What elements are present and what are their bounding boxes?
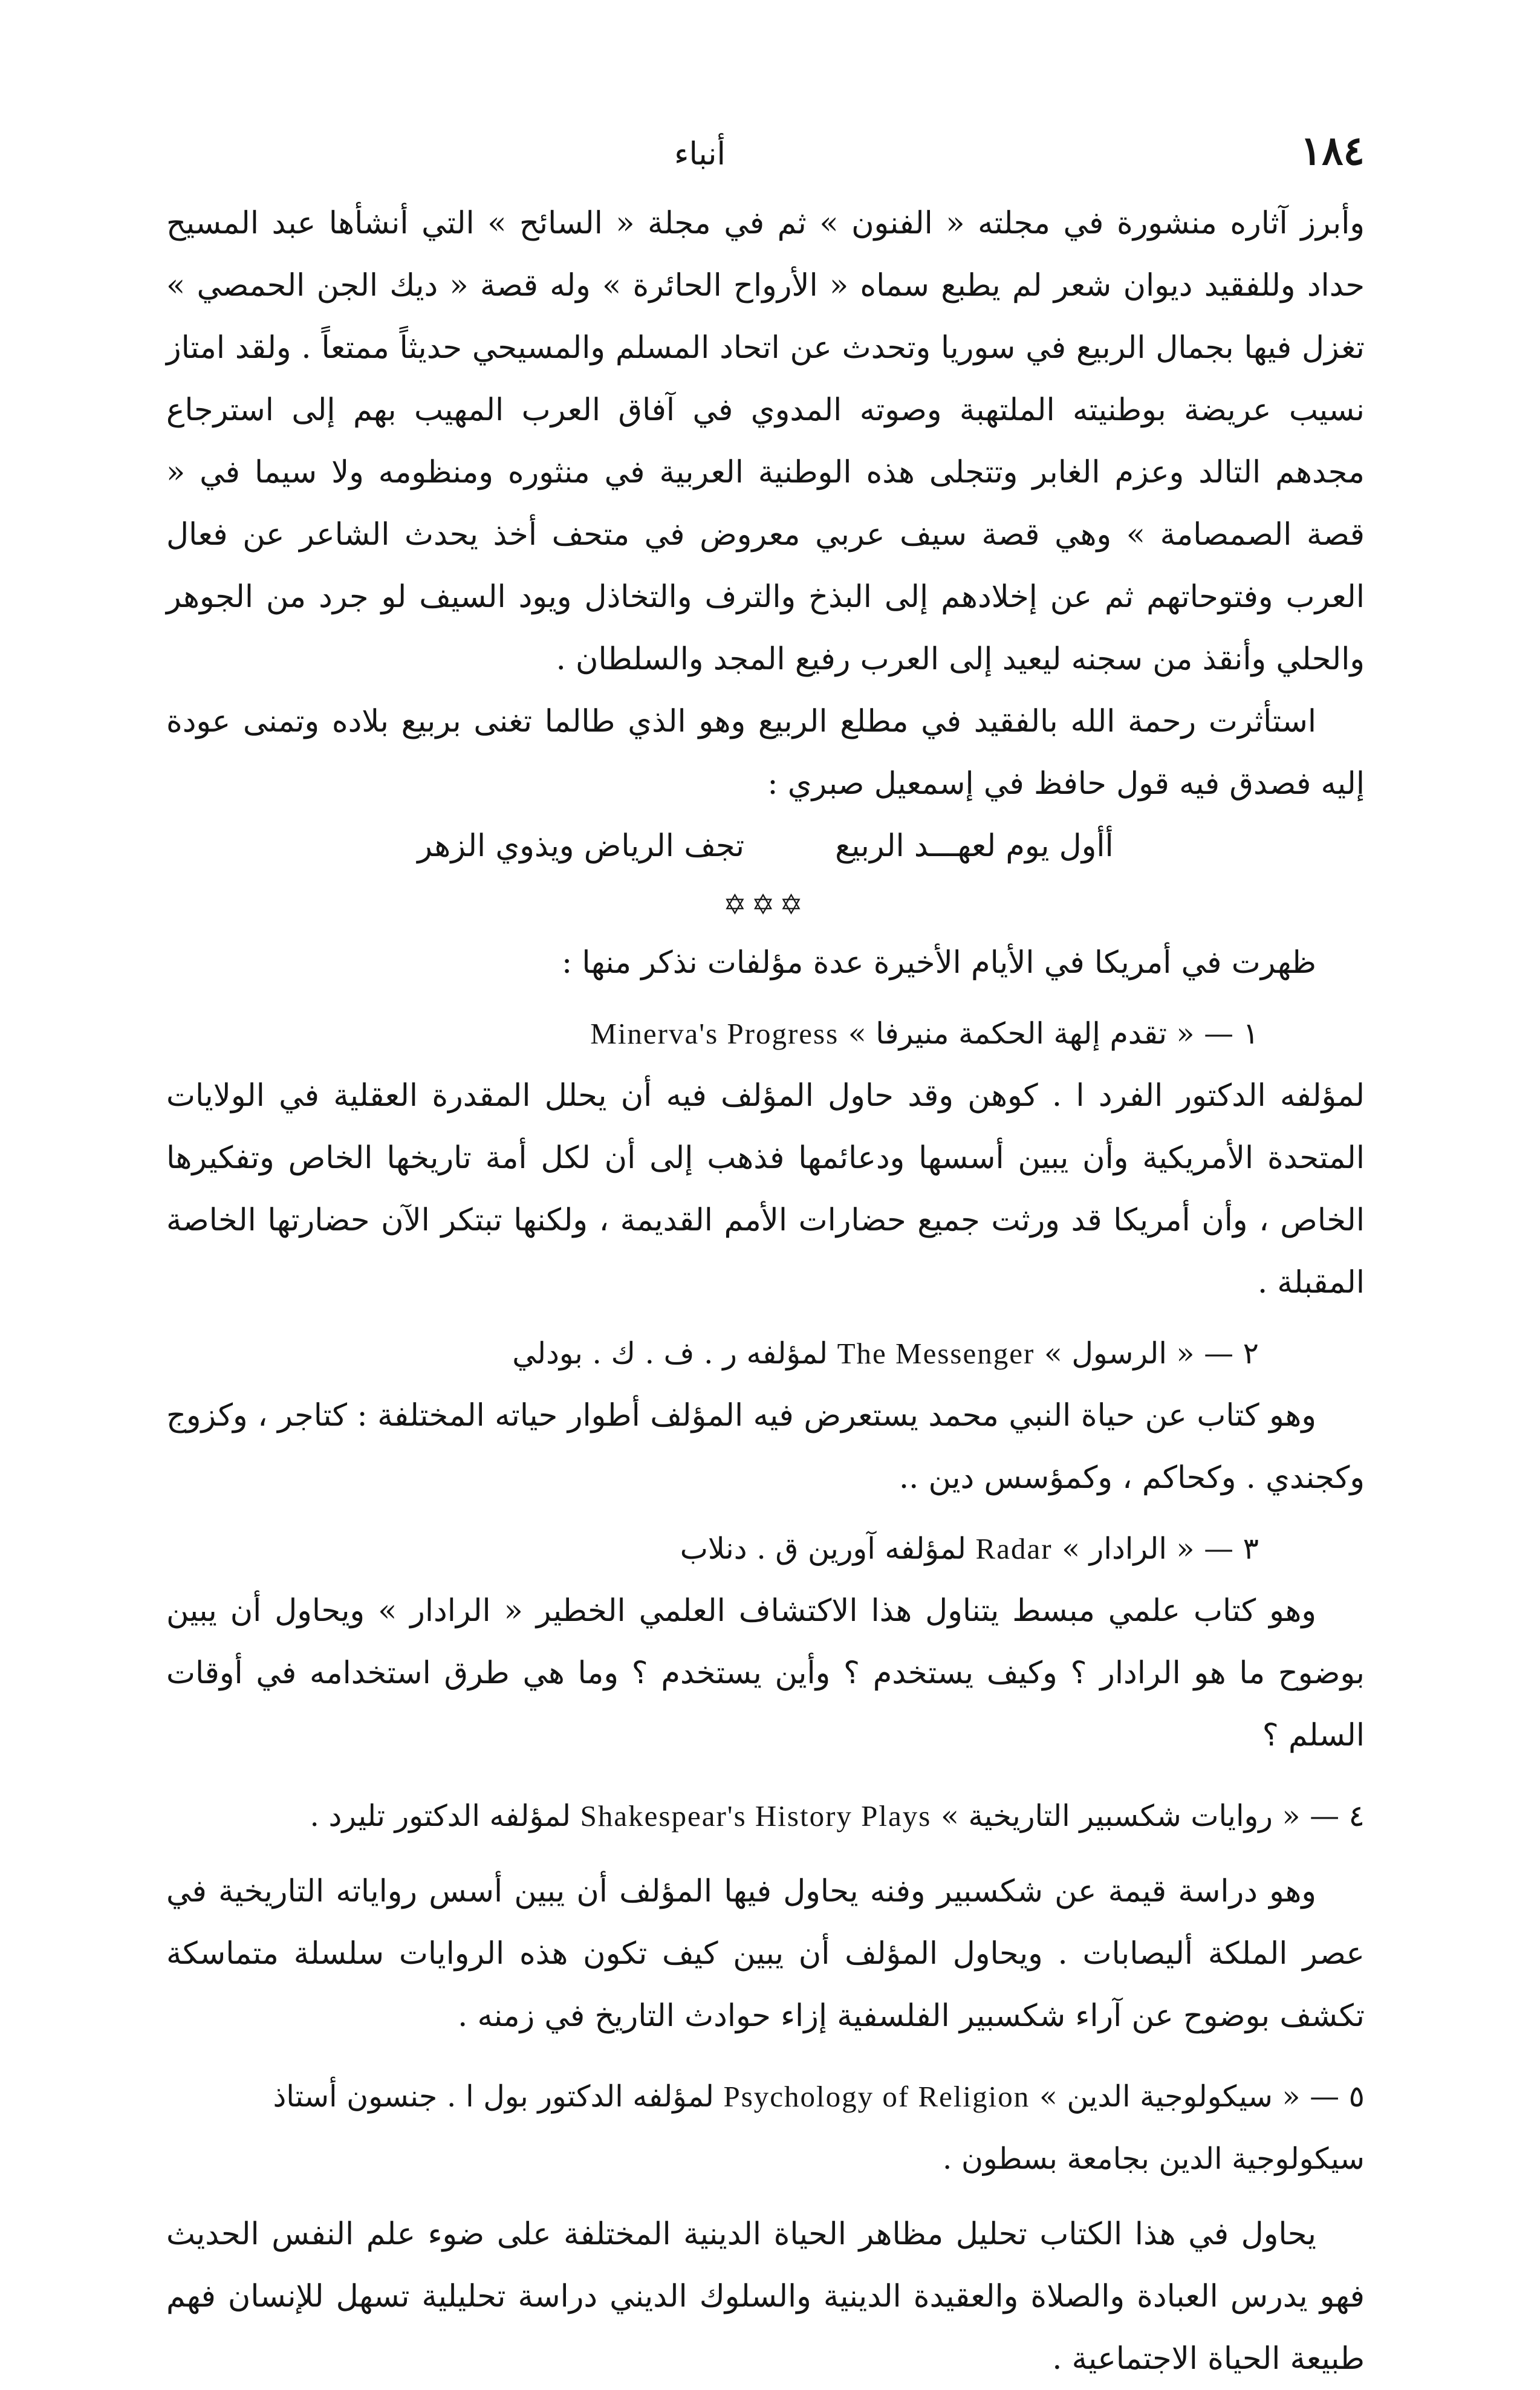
book-title-arabic: ٢ — « الرسول »: [1044, 1336, 1259, 1371]
book-title-1: [166, 1002, 1259, 1065]
running-title: أنباء: [674, 136, 726, 172]
page-number: ١٨٤: [1300, 127, 1365, 174]
book-title-english: Radar: [975, 1532, 1053, 1565]
verse-line: [166, 815, 1365, 877]
book-title-arabic: ٥ — « سيكولوجية الدين »: [1039, 2079, 1365, 2114]
paragraph-obituary: وأبرز آثاره منشورة في مجلته « الفنون » ثم في مجلة « السائح » التي أنشأها عبد المسيح حداد وللفقيد ديوان شعر لم يطبع سماه « الأرواح الحائرة » وله قصة « ديك الجن الحمصي » تغزل فيها بجمال الربيع في سوريا وتحدث عن اتحاد المسلم والمسيحي حديثاً ممتعاً . ولقد امتاز نسيب عريضة بوطنيته الملتهبة وصوته المدوي في آفاق العرب المهيب بهم إلى استرجاع مجدهم التالد وعزم الغابر وتتجلى هذه الوطنية العربية في منثوره ومنظومه ولا سيما في « قصة الصمصامة » وهي قصة سيف عربي معروض في متحف أخذ يحدث الشاعر عن فعال العرب وفتوحاتهم ثم عن إخلادهم إلى البذخ والترف والتخاذل ويود السيف لو جرد من الجوهر والحلي وأنقذ من سجنه ليعيد إلى العرب رفيع المجد والسلطان .: [166, 206, 1365, 677]
book-author: لمؤلفه الدكتور بول ا . جنسون أستاذ سيكولوجية الدين بجامعة بسطون .: [273, 2079, 1365, 2176]
book-title-english: Psychology of Religion: [723, 2080, 1030, 2113]
book-description-3: وهو كتاب علمي مبسط يتناول هذا الاكتشاف العلمي الخطير « الرادار » ويحاول أن يبين بوضوح ما هو الرادار ؟ وكيف يستخدم ؟ وأين يستخدم ؟ وما هي طرق استخدامه في أوقات السلم ؟: [166, 1593, 1365, 1753]
verse-hemistich-second: تجف الرياض ويذوي الزهر: [417, 828, 745, 864]
section-separator: ✡✡✡: [723, 888, 808, 921]
book-title-english: The Messenger: [837, 1337, 1035, 1370]
book-title-2: [166, 1322, 1259, 1385]
book-title-5: [166, 2065, 1365, 2190]
book-description-1: لمؤلفه الدكتور الفرد ا . كوهن وقد حاول المؤلف فيه أن يحلل المقدرة العقلية في الولايات المتحدة الأمريكية وأن يبين أسسها ودعائمها فذهب إلى أن لكل أمة تاريخها الخاص وتفكيرها الخاص ، وأن أمريكا قد ورثت جميع حضارات الأمم القديمة ، ولكنها تبتكر الآن حضارتها الخاصة المقبلة .: [166, 1078, 1365, 1301]
paragraph-passing: استأثرت رحمة الله بالفقيد في مطلع الربيع وهو الذي طالما تغنى بربيع بلاده وتمنى عودة إليه فصدق فيه قول حافظ في إسمعيل صبري :: [166, 704, 1365, 802]
book-author: لمؤلفه ر . ف . ك . بودلي: [512, 1336, 828, 1371]
book-author: لمؤلفه الدكتور تليرد .: [310, 1799, 571, 1833]
book-title-arabic: ٤ — « روايات شكسبير التاريخية »: [940, 1799, 1365, 1833]
page-header: [166, 127, 1365, 174]
book-title-english: Shakespear's History Plays: [580, 1799, 932, 1833]
book-description-2: وهو كتاب عن حياة النبي محمد يستعرض فيه المؤلف أطوار حياته المختلفة : كتاجر ، وكزوج وكجندي . وكحاكم ، وكمؤسس دين ..: [166, 1398, 1365, 1496]
book-description-4: وهو دراسة قيمة عن شكسبير وفنه يحاول فيها المؤلف أن يبين أسس رواياته التاريخية في عصر الملكة أليصابات . ويحاول المؤلف أن يبين كيف تكون هذه الروايات سلسلة متماسكة تكشف بوضوح عن آراء شكسبير الفلسفية إزاء حوادث التاريخ في زمنه .: [166, 1874, 1365, 2034]
book-title-english: Minerva's Progress: [590, 1017, 839, 1050]
book-title-4: [166, 1785, 1365, 1847]
book-author: لمؤلفه آورين ق . دنلاب: [680, 1531, 966, 1566]
books-intro: ظهرت في أمريكا في الأيام الأخيرة عدة مؤلفات نذكر منها :: [561, 945, 1316, 981]
book-title-arabic: ٣ — « الرادار »: [1062, 1531, 1259, 1566]
book-description-5: يحاول في هذا الكتاب تحليل مظاهر الحياة الدينية المختلفة على ضوء علم النفس الحديث فهو يدرس العبادة والصلاة والعقيدة الدينية والسلوك الديني دراسة تحليلية تسهل للإنسان فهم طبيعة الحياة الاجتماعية .: [166, 2216, 1365, 2377]
book-title-3: [166, 1518, 1259, 1580]
verse-hemistich-first: أأول يوم لعهـــد الربيع: [835, 828, 1114, 864]
book-title-arabic: ١ — « تقدم إلهة الحكمة منيرفا »: [848, 1016, 1259, 1051]
